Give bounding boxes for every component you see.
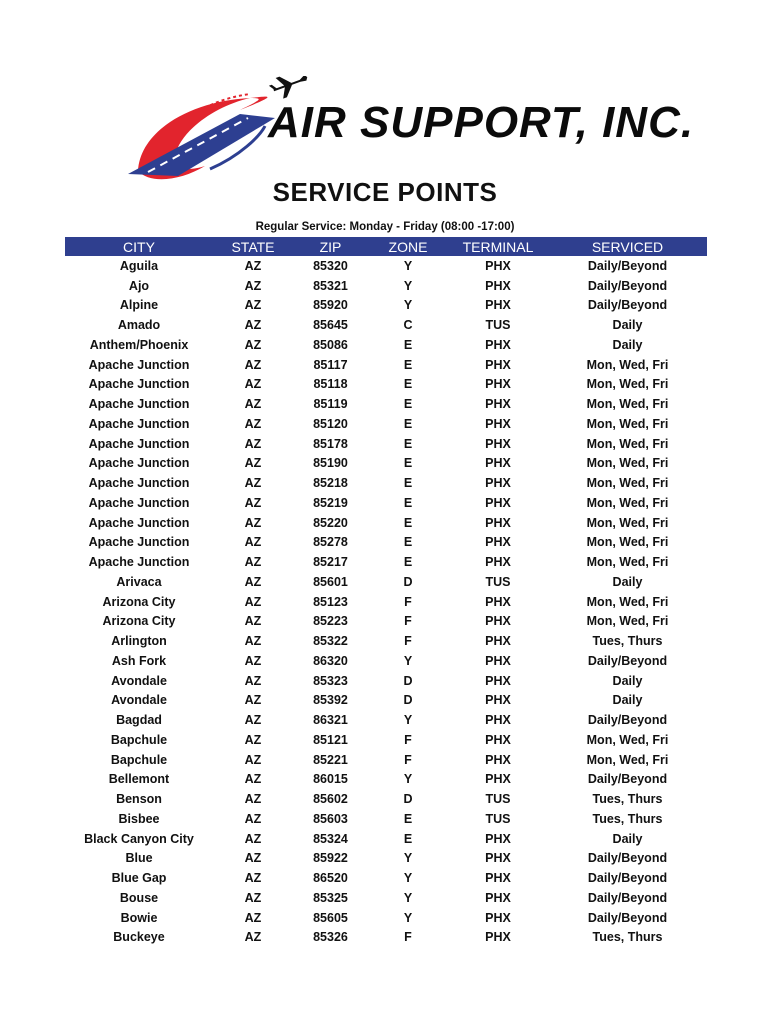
terminal-cell: PHX bbox=[485, 930, 511, 945]
zip-cell: 85223 bbox=[313, 614, 348, 629]
state-cell: AZ bbox=[244, 574, 262, 589]
city-cell: Anthem/Phoenix bbox=[89, 337, 189, 352]
table-row bbox=[65, 691, 707, 711]
terminal-cell: PHX bbox=[485, 515, 511, 530]
terminal-cell: PHX bbox=[485, 713, 511, 728]
zip-cell: 85324 bbox=[313, 831, 348, 846]
table-row bbox=[65, 928, 707, 948]
table-row bbox=[65, 513, 707, 533]
table-row bbox=[65, 434, 707, 454]
city-cell: Avondale bbox=[111, 673, 167, 688]
table-row bbox=[65, 335, 707, 355]
table-row bbox=[65, 750, 707, 770]
table-row bbox=[65, 552, 707, 572]
table-row bbox=[65, 730, 707, 750]
zone-cell: F bbox=[404, 594, 412, 609]
zip-cell: 85605 bbox=[313, 910, 348, 925]
terminal-cell: PHX bbox=[485, 653, 511, 668]
state-cell: AZ bbox=[244, 871, 262, 886]
state-cell: AZ bbox=[244, 614, 262, 629]
serviced-cell: Mon, Wed, Fri bbox=[586, 495, 669, 510]
terminal-cell: PHX bbox=[485, 456, 511, 471]
state-cell: AZ bbox=[244, 594, 262, 609]
terminal-cell: PHX bbox=[485, 357, 511, 372]
zip-cell: 85323 bbox=[313, 673, 348, 688]
column-header-serviced: SERVICED bbox=[548, 237, 707, 256]
serviced-cell: Daily/Beyond bbox=[587, 298, 668, 313]
zone-cell: D bbox=[403, 673, 413, 688]
zone-cell: D bbox=[403, 574, 413, 589]
serviced-cell: Mon, Wed, Fri bbox=[586, 397, 669, 412]
zip-cell: 85086 bbox=[313, 337, 348, 352]
serviced-cell: Daily/Beyond bbox=[587, 772, 668, 787]
table-row bbox=[65, 473, 707, 493]
state-cell: AZ bbox=[244, 792, 262, 807]
state-cell: AZ bbox=[244, 713, 262, 728]
table-row bbox=[65, 888, 707, 908]
state-cell: AZ bbox=[244, 732, 262, 747]
city-cell: Bapchule bbox=[110, 752, 168, 767]
city-cell: Bagdad bbox=[116, 713, 162, 728]
serviced-cell: Daily bbox=[612, 337, 643, 352]
serviced-cell: Daily/Beyond bbox=[587, 851, 668, 866]
zip-cell: 85320 bbox=[313, 258, 348, 273]
city-cell: Apache Junction bbox=[88, 515, 190, 530]
table-row bbox=[65, 414, 707, 434]
table-row bbox=[65, 710, 707, 730]
serviced-cell: Tues, Thurs bbox=[592, 930, 663, 945]
terminal-cell: TUS bbox=[485, 318, 511, 333]
city-cell: Buckeye bbox=[113, 930, 165, 945]
table-row bbox=[65, 375, 707, 395]
company-name: AIR SUPPORT, INC. bbox=[268, 98, 695, 147]
zone-cell: E bbox=[403, 397, 413, 412]
zip-cell: 85220 bbox=[313, 515, 348, 530]
table-row bbox=[65, 651, 707, 671]
serviced-cell: Mon, Wed, Fri bbox=[586, 594, 669, 609]
zip-cell: 85922 bbox=[313, 851, 348, 866]
state-cell: AZ bbox=[244, 555, 262, 570]
table-row bbox=[65, 789, 707, 809]
state-cell: AZ bbox=[244, 930, 262, 945]
table-row bbox=[65, 276, 707, 296]
zone-cell: E bbox=[403, 831, 413, 846]
serviced-cell: Mon, Wed, Fri bbox=[586, 732, 669, 747]
city-cell: Apache Junction bbox=[88, 456, 190, 471]
terminal-cell: PHX bbox=[485, 732, 511, 747]
serviced-cell: Daily bbox=[612, 693, 643, 708]
state-cell: AZ bbox=[244, 476, 262, 491]
terminal-cell: PHX bbox=[485, 594, 511, 609]
serviced-cell: Daily bbox=[612, 831, 643, 846]
zip-cell: 86015 bbox=[313, 772, 348, 787]
serviced-cell: Daily bbox=[612, 318, 643, 333]
city-cell: Bowie bbox=[120, 910, 158, 925]
serviced-cell: Daily bbox=[612, 673, 643, 688]
table-row bbox=[65, 296, 707, 316]
serviced-cell: Mon, Wed, Fri bbox=[586, 752, 669, 767]
zip-cell: 85602 bbox=[313, 792, 348, 807]
column-header-zip: ZIP bbox=[293, 237, 368, 256]
terminal-cell: PHX bbox=[485, 673, 511, 688]
terminal-cell: PHX bbox=[485, 278, 511, 293]
table-row bbox=[65, 612, 707, 632]
state-cell: AZ bbox=[244, 831, 262, 846]
state-cell: AZ bbox=[244, 357, 262, 372]
city-cell: Arivaca bbox=[116, 574, 162, 589]
zip-cell: 85121 bbox=[313, 732, 348, 747]
column-header-terminal: TERMINAL bbox=[448, 237, 548, 256]
terminal-cell: PHX bbox=[485, 495, 511, 510]
zone-cell: E bbox=[403, 515, 413, 530]
table-row bbox=[65, 592, 707, 612]
zip-cell: 85601 bbox=[313, 574, 348, 589]
zone-cell: Y bbox=[403, 772, 413, 787]
page-title: SERVICE POINTS bbox=[272, 177, 498, 207]
terminal-cell: PHX bbox=[485, 890, 511, 905]
state-cell: AZ bbox=[244, 515, 262, 530]
city-cell: Apache Junction bbox=[88, 416, 190, 431]
city-cell: Ash Fork bbox=[111, 653, 167, 668]
city-cell: Bellemont bbox=[108, 772, 170, 787]
zip-cell: 85178 bbox=[313, 436, 348, 451]
zip-cell: 85325 bbox=[313, 890, 348, 905]
zip-cell: 85322 bbox=[313, 634, 348, 649]
zone-cell: Y bbox=[403, 653, 413, 668]
terminal-cell: PHX bbox=[485, 397, 511, 412]
terminal-cell: PHX bbox=[485, 416, 511, 431]
zone-cell: E bbox=[403, 811, 413, 826]
city-cell: Apache Junction bbox=[88, 377, 190, 392]
city-cell: Blue bbox=[125, 851, 153, 866]
serviced-cell: Tues, Thurs bbox=[592, 634, 663, 649]
terminal-cell: PHX bbox=[485, 535, 511, 550]
terminal-cell: TUS bbox=[485, 811, 511, 826]
state-cell: AZ bbox=[244, 397, 262, 412]
city-cell: Apache Junction bbox=[88, 535, 190, 550]
zip-cell: 85321 bbox=[313, 278, 348, 293]
zone-cell: E bbox=[403, 357, 413, 372]
state-cell: AZ bbox=[244, 693, 262, 708]
state-cell: AZ bbox=[244, 258, 262, 273]
serviced-cell: Mon, Wed, Fri bbox=[586, 515, 669, 530]
state-cell: AZ bbox=[244, 811, 262, 826]
state-cell: AZ bbox=[244, 851, 262, 866]
zone-cell: Y bbox=[403, 298, 413, 313]
city-cell: Blue Gap bbox=[111, 871, 167, 886]
serviced-cell: Daily bbox=[612, 574, 643, 589]
terminal-cell: PHX bbox=[485, 436, 511, 451]
state-cell: AZ bbox=[244, 772, 262, 787]
serviced-cell: Mon, Wed, Fri bbox=[586, 377, 669, 392]
terminal-cell: TUS bbox=[485, 574, 511, 589]
column-header-state: STATE bbox=[213, 237, 293, 256]
terminal-cell: PHX bbox=[485, 258, 511, 273]
terminal-cell: PHX bbox=[485, 831, 511, 846]
zone-cell: Y bbox=[403, 278, 413, 293]
state-cell: AZ bbox=[244, 495, 262, 510]
table-row bbox=[65, 394, 707, 414]
zone-cell: E bbox=[403, 436, 413, 451]
city-cell: Arlington bbox=[111, 634, 167, 649]
terminal-cell: PHX bbox=[485, 476, 511, 491]
city-cell: Benson bbox=[116, 792, 162, 807]
zip-cell: 85278 bbox=[313, 535, 348, 550]
state-cell: AZ bbox=[244, 634, 262, 649]
terminal-cell: PHX bbox=[485, 772, 511, 787]
serviced-cell: Daily/Beyond bbox=[587, 910, 668, 925]
zone-cell: D bbox=[403, 693, 413, 708]
zone-cell: Y bbox=[403, 910, 413, 925]
zip-cell: 86520 bbox=[313, 871, 348, 886]
table-row bbox=[65, 770, 707, 790]
state-cell: AZ bbox=[244, 436, 262, 451]
zone-cell: C bbox=[403, 318, 413, 333]
serviced-cell: Mon, Wed, Fri bbox=[586, 416, 669, 431]
zip-cell: 85218 bbox=[313, 476, 348, 491]
zip-cell: 86320 bbox=[313, 653, 348, 668]
serviced-cell: Daily/Beyond bbox=[587, 871, 668, 886]
city-cell: Apache Junction bbox=[88, 357, 190, 372]
terminal-cell: PHX bbox=[485, 377, 511, 392]
zone-cell: E bbox=[403, 495, 413, 510]
city-cell: Apache Junction bbox=[88, 495, 190, 510]
state-cell: AZ bbox=[244, 535, 262, 550]
state-cell: AZ bbox=[244, 416, 262, 431]
zone-cell: F bbox=[404, 930, 412, 945]
terminal-cell: PHX bbox=[485, 337, 511, 352]
zone-cell: D bbox=[403, 792, 413, 807]
zip-cell: 85118 bbox=[313, 377, 348, 392]
zip-cell: 85119 bbox=[313, 397, 348, 412]
state-cell: AZ bbox=[244, 278, 262, 293]
serviced-cell: Tues, Thurs bbox=[592, 811, 663, 826]
state-cell: AZ bbox=[244, 910, 262, 925]
table-row bbox=[65, 533, 707, 553]
zone-cell: E bbox=[403, 555, 413, 570]
zip-cell: 85221 bbox=[313, 752, 348, 767]
city-cell: Arizona City bbox=[102, 594, 176, 609]
city-cell: Alpine bbox=[119, 298, 159, 313]
zip-cell: 85120 bbox=[313, 416, 348, 431]
serviced-cell: Daily/Beyond bbox=[587, 890, 668, 905]
city-cell: Avondale bbox=[111, 693, 167, 708]
table-row bbox=[65, 355, 707, 375]
table-row bbox=[65, 454, 707, 474]
city-cell: Arizona City bbox=[102, 614, 176, 629]
zip-cell: 86321 bbox=[313, 713, 348, 728]
table-header-row bbox=[65, 237, 707, 256]
zip-cell: 85123 bbox=[313, 594, 348, 609]
city-cell: Amado bbox=[117, 318, 161, 333]
state-cell: AZ bbox=[244, 890, 262, 905]
serviced-cell: Mon, Wed, Fri bbox=[586, 535, 669, 550]
state-cell: AZ bbox=[244, 337, 262, 352]
city-cell: Ajo bbox=[128, 278, 150, 293]
city-cell: Black Canyon City bbox=[84, 831, 194, 846]
zone-cell: E bbox=[403, 535, 413, 550]
state-cell: AZ bbox=[244, 318, 262, 333]
table-row bbox=[65, 809, 707, 829]
zip-cell: 85190 bbox=[313, 456, 348, 471]
zone-cell: E bbox=[403, 476, 413, 491]
city-cell: Bapchule bbox=[110, 732, 168, 747]
table-row bbox=[65, 631, 707, 651]
table-row bbox=[65, 868, 707, 888]
zip-cell: 85217 bbox=[313, 555, 348, 570]
zip-cell: 85117 bbox=[313, 357, 348, 372]
terminal-cell: PHX bbox=[485, 910, 511, 925]
zip-cell: 85326 bbox=[313, 930, 348, 945]
zip-cell: 85645 bbox=[313, 318, 348, 333]
terminal-cell: PHX bbox=[485, 614, 511, 629]
terminal-cell: PHX bbox=[485, 634, 511, 649]
serviced-cell: Daily/Beyond bbox=[587, 258, 668, 273]
city-cell: Aguila bbox=[119, 258, 159, 273]
table-row bbox=[65, 256, 707, 276]
serviced-cell: Mon, Wed, Fri bbox=[586, 614, 669, 629]
zone-cell: Y bbox=[403, 713, 413, 728]
city-cell: Apache Junction bbox=[88, 555, 190, 570]
zip-cell: 85219 bbox=[313, 495, 348, 510]
column-header-zone: ZONE bbox=[368, 237, 448, 256]
zone-cell: E bbox=[403, 416, 413, 431]
state-cell: AZ bbox=[244, 456, 262, 471]
table-row bbox=[65, 849, 707, 869]
zone-cell: F bbox=[404, 634, 412, 649]
serviced-cell: Tues, Thurs bbox=[592, 792, 663, 807]
column-header-city: CITY bbox=[65, 237, 213, 256]
table-row bbox=[65, 572, 707, 592]
table-row bbox=[65, 493, 707, 513]
terminal-cell: TUS bbox=[485, 792, 511, 807]
serviced-cell: Mon, Wed, Fri bbox=[586, 555, 669, 570]
terminal-cell: PHX bbox=[485, 851, 511, 866]
terminal-cell: PHX bbox=[485, 298, 511, 313]
serviced-cell: Mon, Wed, Fri bbox=[586, 476, 669, 491]
service-points-table bbox=[65, 237, 707, 947]
state-cell: AZ bbox=[244, 298, 262, 313]
city-cell: Bouse bbox=[119, 890, 159, 905]
zip-cell: 85603 bbox=[313, 811, 348, 826]
city-cell: Apache Junction bbox=[88, 436, 190, 451]
serviced-cell: Mon, Wed, Fri bbox=[586, 436, 669, 451]
zone-cell: Y bbox=[403, 258, 413, 273]
zone-cell: E bbox=[403, 337, 413, 352]
zone-cell: F bbox=[404, 752, 412, 767]
state-cell: AZ bbox=[244, 673, 262, 688]
terminal-cell: PHX bbox=[485, 693, 511, 708]
table-row bbox=[65, 908, 707, 928]
table-row bbox=[65, 671, 707, 691]
city-cell: Apache Junction bbox=[88, 397, 190, 412]
zone-cell: Y bbox=[403, 890, 413, 905]
zip-cell: 85920 bbox=[313, 298, 348, 313]
zone-cell: F bbox=[404, 614, 412, 629]
terminal-cell: PHX bbox=[485, 752, 511, 767]
serviced-cell: Mon, Wed, Fri bbox=[586, 357, 669, 372]
state-cell: AZ bbox=[244, 752, 262, 767]
table-row bbox=[65, 315, 707, 335]
state-cell: AZ bbox=[244, 653, 262, 668]
serviced-cell: Daily/Beyond bbox=[587, 713, 668, 728]
city-cell: Apache Junction bbox=[88, 476, 190, 491]
city-cell: Bisbee bbox=[118, 811, 160, 826]
zip-cell: 85392 bbox=[313, 693, 348, 708]
service-hours-note: Regular Service: Monday - Friday (08:00 -17:00) bbox=[255, 221, 515, 233]
serviced-cell: Daily/Beyond bbox=[587, 278, 668, 293]
table-row bbox=[65, 829, 707, 849]
state-cell: AZ bbox=[244, 377, 262, 392]
serviced-cell: Daily/Beyond bbox=[587, 653, 668, 668]
terminal-cell: PHX bbox=[485, 555, 511, 570]
zone-cell: F bbox=[404, 732, 412, 747]
terminal-cell: PHX bbox=[485, 871, 511, 886]
zone-cell: Y bbox=[403, 871, 413, 886]
serviced-cell: Mon, Wed, Fri bbox=[586, 456, 669, 471]
zone-cell: E bbox=[403, 377, 413, 392]
zone-cell: E bbox=[403, 456, 413, 471]
zone-cell: Y bbox=[403, 851, 413, 866]
